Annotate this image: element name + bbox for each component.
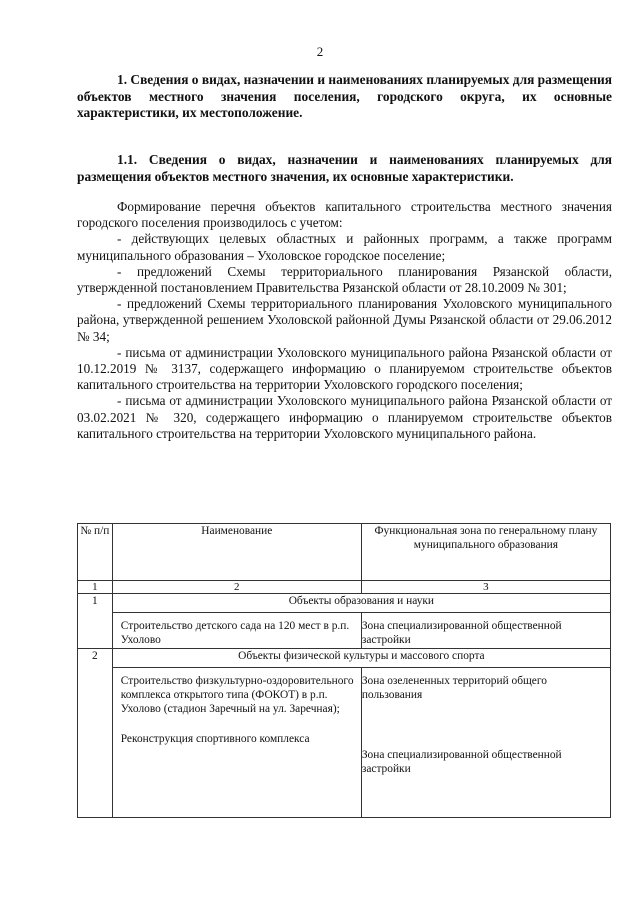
col-number: 1 — [78, 581, 113, 594]
column-number-row — [78, 581, 611, 594]
col-number: 2 — [112, 581, 361, 594]
section-number: 2 — [78, 649, 113, 818]
section-heading-1-1: 1.1. Сведения о видах, назначении и наименованиях планируемых для размещения объектов местного значения, их основные характеристики. — [77, 152, 612, 184]
paragraph-item: - предложений Схемы территориального планирования Рязанской области, утвержденной постановлением Правительства Рязанской области от 28.10.2009 № 301; — [77, 263, 612, 296]
header-name: Наименование — [112, 524, 361, 581]
table-row — [78, 613, 611, 649]
paragraph-item: - действующих целевых областных и районных программ, а также программ муниципального образования – Ухоловское городское поселение; — [77, 231, 612, 263]
paragraph-item: - письма от администрации Ухоловского муниципального района Рязанской области от 03.02.2021 № 320, содержащего информацию о планируемом строительстве объектов капитального строительства на территории Ухоловского муниципального района. — [77, 393, 612, 441]
section-number: 1 — [78, 594, 113, 649]
objects-table — [77, 523, 611, 818]
functional-zone: Зона специализированной общественной застройки — [361, 749, 562, 775]
section-row — [78, 594, 611, 613]
zones-cell — [361, 668, 610, 818]
header-number: № п/п — [78, 524, 113, 581]
object-names-cell — [112, 668, 361, 818]
page-number: 2 — [316, 44, 324, 59]
section-heading-1: 1. Сведения о видах, назначении и наименованиях планируемых для размещения объектов местного значения поселения, городского округа, их основные характеристики, их местоположение. — [77, 72, 612, 120]
table-header-row — [78, 524, 611, 581]
table-row — [78, 668, 611, 818]
section-title: Объекты физической культуры и массового спорта — [112, 649, 610, 668]
paragraph-item: - предложений Схемы территориального планирования Ухоловского муниципального района, утвержденной решением Ухоловской районной Думы Рязанской области от 29.06.2012 № 34; — [77, 296, 612, 344]
functional-zone: Зона озелененных территорий общего пользования — [361, 675, 547, 701]
paragraph-item: - письма от администрации Ухоловского муниципального района Рязанской области от 10.12.2019 № 3137, содержащего информацию о планируемом строительстве объектов капитального строительства на территории Ухоловского городского поселения; — [77, 344, 612, 393]
functional-zone: Зона специализированной общественной застройки — [361, 613, 610, 649]
body-text — [77, 199, 612, 442]
object-name: Строительство физкультурно-оздоровительного комплекса открытого типа (ФОКОТ) в р.п. Ухолово (стадион Заречный на ул. Заречная); — [120, 675, 354, 715]
col-number: 3 — [361, 581, 610, 594]
section-title: Объекты образования и науки — [112, 594, 610, 613]
paragraph-intro: Формирование перечня объектов капитального строительства местного значения городского поселения производилось с учетом: — [77, 199, 612, 231]
section-row — [78, 649, 611, 668]
object-name: Строительство детского сада на 120 мест в р.п. Ухолово — [112, 613, 361, 649]
header-zone: Функциональная зона по генеральному плану муниципального образования — [361, 524, 610, 581]
object-name: Реконструкция спортивного комплекса — [120, 733, 310, 745]
